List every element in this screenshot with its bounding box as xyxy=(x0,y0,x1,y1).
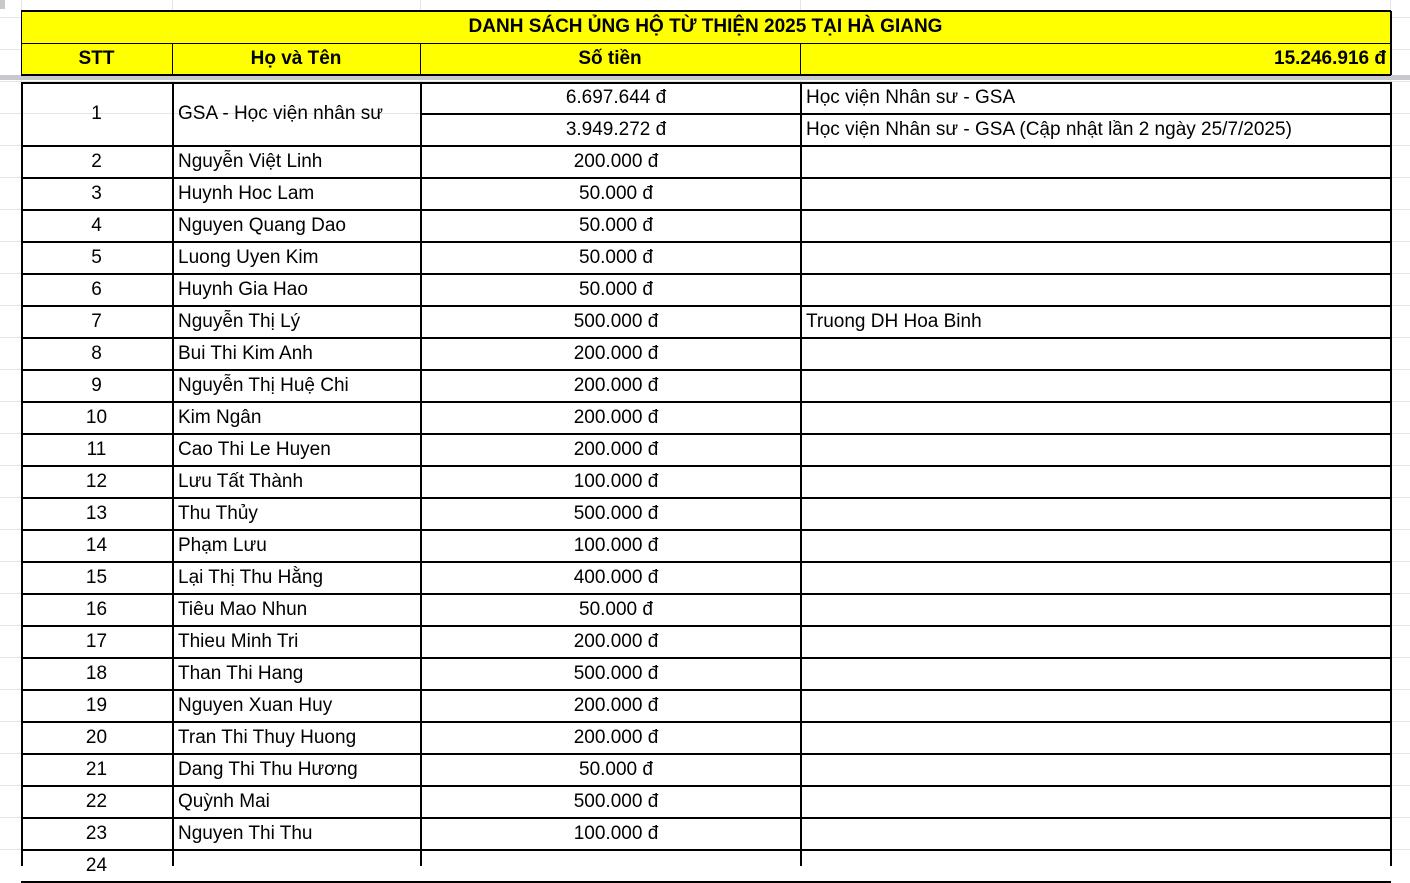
donor-name-cell[interactable]: Nguyễn Thị Lý xyxy=(178,311,301,332)
row-number-cell[interactable]: 18 xyxy=(85,663,108,684)
donor-name-cell[interactable]: Phạm Lưu xyxy=(178,535,267,556)
amount-cell[interactable]: 200.000 đ xyxy=(573,727,659,748)
donor-name-cell[interactable]: GSA - Học viện nhân sư xyxy=(178,103,383,124)
header-amount[interactable]: Số tiền xyxy=(420,43,800,75)
cell-border xyxy=(21,529,1391,531)
header-name[interactable]: Họ và Tên xyxy=(172,43,420,75)
cell-border xyxy=(21,241,1391,243)
cell-border xyxy=(21,593,1391,595)
cell-border xyxy=(800,82,802,866)
amount-cell[interactable]: 200.000 đ xyxy=(573,151,659,172)
amount-cell[interactable]: 500.000 đ xyxy=(573,791,659,812)
note-cell[interactable] xyxy=(800,722,1390,754)
row-number-cell[interactable]: 4 xyxy=(91,215,102,236)
note-cell[interactable] xyxy=(800,146,1390,178)
cell-border xyxy=(21,177,1391,179)
cell-border xyxy=(21,849,1391,851)
cell-border xyxy=(420,43,421,75)
note-cell[interactable] xyxy=(800,210,1390,242)
donor-name-cell[interactable]: Nguyễn Việt Linh xyxy=(178,151,323,172)
note-cell[interactable] xyxy=(800,626,1390,658)
cell-border xyxy=(420,113,1390,115)
note-cell[interactable]: Học viện Nhân sư - GSA (Cập nhật lần 2 ngày 25/7/2025) xyxy=(806,119,1292,140)
amount-cell[interactable]: 50.000 đ xyxy=(579,215,653,236)
donor-name-cell[interactable]: Kim Ngân xyxy=(178,407,262,428)
amount-cell[interactable]: 50.000 đ xyxy=(579,279,653,300)
donor-name-cell[interactable]: Tran Thi Thuy Huong xyxy=(178,727,357,748)
note-cell[interactable] xyxy=(800,466,1390,498)
row-number-cell[interactable]: 11 xyxy=(86,439,107,460)
donor-name-cell[interactable]: Cao Thi Le Huyen xyxy=(178,439,331,460)
header-total-amount[interactable]: 15.246.916 đ xyxy=(800,43,1390,75)
cell-border xyxy=(21,433,1391,435)
cell-border xyxy=(21,497,1391,499)
note-cell[interactable] xyxy=(800,370,1390,402)
cell-border xyxy=(21,817,1391,819)
amount-cell[interactable]: 100.000 đ xyxy=(573,535,659,556)
row-number-cell[interactable]: 22 xyxy=(85,791,108,812)
row-number-cell[interactable]: 7 xyxy=(91,311,102,332)
amount-cell[interactable]: 200.000 đ xyxy=(573,343,659,364)
amount-cell[interactable]: 200.000 đ xyxy=(573,375,659,396)
cell-border xyxy=(21,753,1391,755)
amount-cell[interactable] xyxy=(420,850,800,882)
cell-border xyxy=(172,82,174,866)
donor-name-cell[interactable]: Huynh Hoc Lam xyxy=(178,183,315,204)
cell-border xyxy=(21,305,1391,307)
cell-border xyxy=(1390,11,1392,75)
note-cell[interactable] xyxy=(800,658,1390,690)
note-cell[interactable] xyxy=(800,338,1390,370)
amount-cell[interactable]: 100.000 đ xyxy=(573,471,659,492)
donor-name-cell[interactable]: Lại Thị Thu Hằng xyxy=(178,567,324,588)
amount-cell[interactable]: 100.000 đ xyxy=(573,823,659,844)
cell-border xyxy=(21,721,1391,723)
cell-border xyxy=(21,657,1391,659)
note-cell[interactable] xyxy=(800,850,1390,882)
amount-cell[interactable]: 400.000 đ xyxy=(573,567,659,588)
amount-cell[interactable]: 500.000 đ xyxy=(573,503,659,524)
cell-border xyxy=(21,785,1391,787)
note-cell[interactable]: Truong DH Hoa Binh xyxy=(806,311,982,332)
donor-name-cell[interactable]: Luong Uyen Kim xyxy=(178,247,319,268)
row-number-cell[interactable]: 13 xyxy=(85,503,108,524)
cell-border xyxy=(21,82,1391,84)
note-cell[interactable] xyxy=(800,690,1390,722)
amount-cell[interactable]: 50.000 đ xyxy=(579,183,653,204)
note-cell[interactable] xyxy=(800,242,1390,274)
cell-border xyxy=(21,82,23,866)
cell-border xyxy=(21,369,1391,371)
row-number-cell[interactable]: 1 xyxy=(91,103,102,124)
note-cell[interactable] xyxy=(800,594,1390,626)
note-cell[interactable] xyxy=(800,434,1390,466)
cell-border xyxy=(21,11,22,75)
amount-cell[interactable]: 50.000 đ xyxy=(579,599,653,620)
row-number-cell[interactable]: 10 xyxy=(85,407,108,428)
donor-name-cell[interactable]: Huynh Gia Hao xyxy=(178,279,308,300)
cell-border xyxy=(172,43,173,75)
cell-border xyxy=(21,561,1391,563)
row-number-cell[interactable]: 24 xyxy=(85,855,108,876)
note-cell[interactable] xyxy=(800,274,1390,306)
row-number-cell[interactable]: 3 xyxy=(91,183,102,204)
donor-name-cell[interactable]: Nguyen Thi Thu xyxy=(178,823,313,844)
row-number-cell[interactable]: 5 xyxy=(91,247,102,268)
amount-cell[interactable]: 200.000 đ xyxy=(573,439,659,460)
header-stt[interactable]: STT xyxy=(21,43,172,75)
cell-border xyxy=(21,401,1391,403)
note-cell[interactable] xyxy=(800,818,1390,850)
cell-border xyxy=(21,74,1391,76)
row-number-cell[interactable]: 16 xyxy=(85,599,108,620)
note-cell[interactable] xyxy=(800,754,1390,786)
donor-name-cell[interactable]: Thieu Minh Tri xyxy=(178,631,299,652)
cell-border xyxy=(21,465,1391,467)
row-number-cell[interactable]: 8 xyxy=(91,343,102,364)
row-number-cell[interactable]: 23 xyxy=(85,823,108,844)
cell-border xyxy=(1390,82,1392,866)
donor-name-cell[interactable]: Nguyễn Thị Huệ Chi xyxy=(178,375,349,396)
amount-cell[interactable]: 200.000 đ xyxy=(573,631,659,652)
amount-cell[interactable]: 200.000 đ xyxy=(573,695,659,716)
row-number-cell[interactable]: 17 xyxy=(85,631,108,652)
donor-name-cell[interactable]: Nguyen Quang Dao xyxy=(178,215,346,236)
note-cell[interactable] xyxy=(800,786,1390,818)
note-cell[interactable]: Học viện Nhân sư - GSA xyxy=(806,87,1016,108)
note-cell[interactable] xyxy=(800,562,1390,594)
donor-name-cell[interactable]: Quỳnh Mai xyxy=(178,791,270,812)
donor-name-cell[interactable]: Than Thi Hang xyxy=(178,663,304,684)
note-cell[interactable] xyxy=(800,178,1390,210)
cell-border xyxy=(21,145,1391,147)
row-number-cell[interactable]: 9 xyxy=(91,375,102,396)
donor-name-cell[interactable] xyxy=(172,850,420,882)
note-cell[interactable] xyxy=(800,530,1390,562)
cell-border xyxy=(21,337,1391,339)
amount-cell[interactable]: 3.949.272 đ xyxy=(565,119,667,140)
amount-cell[interactable]: 200.000 đ xyxy=(573,407,659,428)
note-cell[interactable] xyxy=(800,402,1390,434)
donor-name-cell[interactable]: Tiêu Mao Nhun xyxy=(178,599,308,620)
cell-border xyxy=(21,625,1391,627)
row-number-cell[interactable]: 21 xyxy=(85,759,108,780)
donor-name-cell[interactable]: Thu Thủy xyxy=(178,503,258,524)
row-number-cell[interactable]: 12 xyxy=(85,471,108,492)
row-resize-handle[interactable] xyxy=(0,0,5,9)
donor-name-cell[interactable]: Lưu Tất Thành xyxy=(178,471,304,492)
amount-cell[interactable]: 6.697.644 đ xyxy=(565,87,667,108)
donor-name-cell[interactable]: Bui Thi Kim Anh xyxy=(178,343,313,364)
donor-name-cell[interactable]: Nguyen Xuan Huy xyxy=(178,695,333,716)
cell-border xyxy=(800,43,801,75)
cell-border xyxy=(21,209,1391,211)
row-number-cell[interactable]: 20 xyxy=(85,727,108,748)
sheet-title[interactable]: DANH SÁCH ỦNG HỘ TỪ THIỆN 2025 TẠI HÀ GIANG xyxy=(21,11,1390,43)
donor-name-cell[interactable]: Dang Thi Thu Hương xyxy=(178,759,358,780)
note-cell[interactable] xyxy=(800,498,1390,530)
row-number-cell[interactable]: 19 xyxy=(85,695,108,716)
cell-border xyxy=(21,273,1391,275)
cell-border xyxy=(420,82,422,866)
amount-cell[interactable]: 50.000 đ xyxy=(579,247,653,268)
amount-cell[interactable]: 50.000 đ xyxy=(579,759,653,780)
row-number-cell[interactable]: 2 xyxy=(91,151,102,172)
cell-border xyxy=(21,43,1391,44)
amount-cell[interactable]: 500.000 đ xyxy=(573,311,659,332)
amount-cell[interactable]: 500.000 đ xyxy=(573,663,659,684)
row-number-cell[interactable]: 15 xyxy=(85,567,108,588)
row-number-cell[interactable]: 6 xyxy=(91,279,102,300)
row-number-cell[interactable]: 14 xyxy=(85,535,108,556)
cell-border xyxy=(21,10,1391,12)
cell-border xyxy=(21,689,1391,691)
